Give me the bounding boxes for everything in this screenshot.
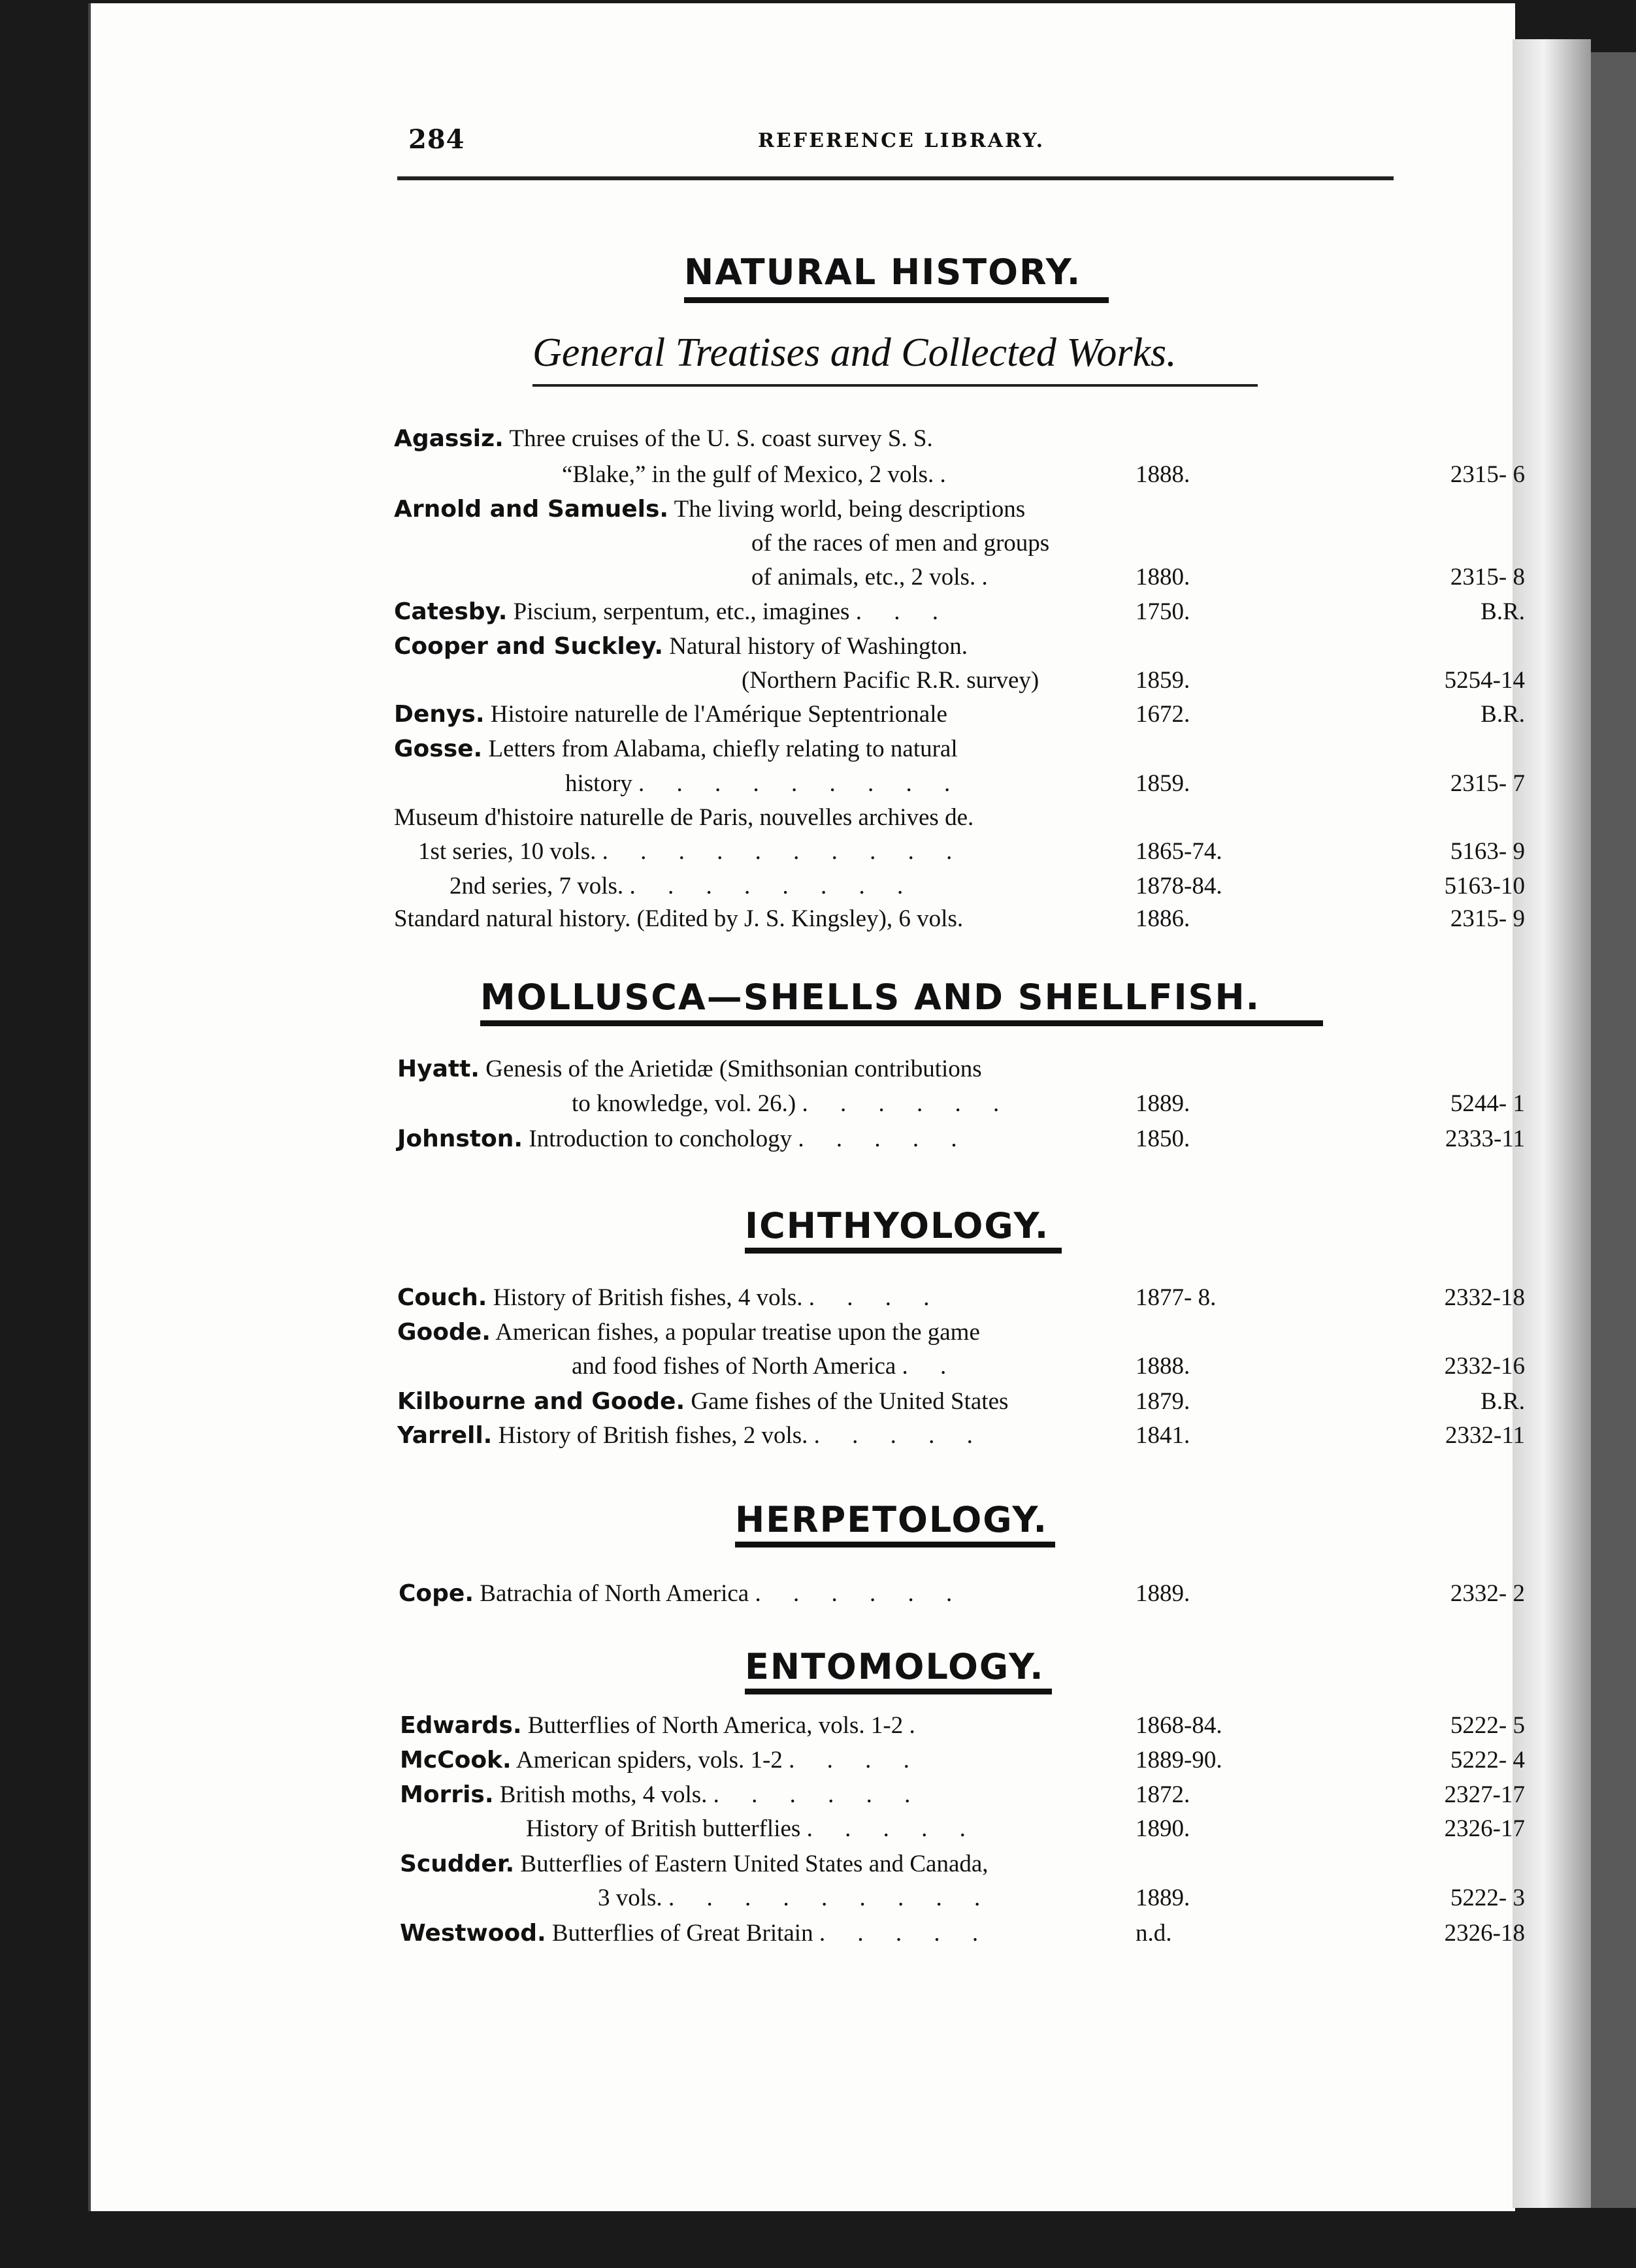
entry-author: Kilbourne and Goode. xyxy=(397,1388,685,1415)
leader-dots: . . . . . xyxy=(819,1920,992,1947)
entry-line xyxy=(394,425,933,453)
entry-line xyxy=(751,563,1001,591)
entry-author: Goode. xyxy=(397,1319,491,1346)
entry-title: to knowledge, vol. 26.) xyxy=(572,1090,796,1117)
entry-title: Histoire naturelle de l'Amérique Septentrionale xyxy=(490,701,947,728)
entry-title: American fishes, a popular treatise upon the game xyxy=(495,1319,980,1346)
entry-line xyxy=(397,1284,943,1312)
entry-title: Museum d'histoire naturelle de Paris, nouvelles archives de. xyxy=(394,804,974,831)
entry-call-number: 2332-11 xyxy=(1445,1422,1525,1449)
entry-year: 1888. xyxy=(1136,461,1190,488)
section-title-natural-history: NATURAL HISTORY. xyxy=(684,251,1082,293)
page-edge-shadow xyxy=(1513,39,1591,2208)
leader-dots: . . . . . . . . . xyxy=(668,1885,994,1911)
leader-dots: . . xyxy=(902,1353,960,1380)
entry-call-number: 5163-10 xyxy=(1444,873,1525,899)
leader-dots: . . . . . xyxy=(813,1422,986,1449)
entry-line xyxy=(394,700,947,728)
entry-author: Morris. xyxy=(400,1781,494,1808)
entry-title: History of British fishes, 4 vols. xyxy=(493,1284,803,1311)
entry-line xyxy=(394,632,968,660)
entry-line xyxy=(394,803,973,832)
header-rule xyxy=(397,176,1394,180)
entry-year: 1889-90. xyxy=(1136,1747,1222,1774)
entry-line xyxy=(394,495,1025,523)
entry-call-number: 5222- 3 xyxy=(1450,1885,1525,1911)
entry-line xyxy=(751,529,1049,557)
entry-author: Johnston. xyxy=(397,1126,523,1152)
entry-title: (Northern Pacific R.R. survey) xyxy=(742,667,1039,694)
entry-title: Butterflies of North America, vols. 1-2 xyxy=(527,1712,904,1739)
entry-title: Piscium, serpentum, etc., imagines xyxy=(513,598,850,625)
entry-title: The living world, being descriptions xyxy=(674,496,1026,523)
entry-title: Batrachia of North America xyxy=(480,1580,749,1607)
entry-year: 1889. xyxy=(1136,1090,1190,1117)
entry-call-number: B.R. xyxy=(1481,598,1525,625)
entry-year: 1859. xyxy=(1136,667,1190,694)
entry-line xyxy=(394,598,951,626)
entry-title: Genesis of the Arietidæ (Smithsonian contributions xyxy=(485,1056,982,1082)
entry-call-number: 2315- 9 xyxy=(1450,905,1525,932)
entry-line xyxy=(397,1055,982,1083)
leader-dots: . . . . . . xyxy=(755,1580,966,1607)
section-title-ichthyology: ICHTHYOLOGY. xyxy=(745,1205,1050,1246)
entry-author: Arnold and Samuels. xyxy=(394,496,669,523)
entry-call-number: 2315- 7 xyxy=(1450,770,1525,797)
entry-author: Cope. xyxy=(399,1580,474,1607)
section-title-entomology: ENTOMOLOGY. xyxy=(745,1646,1045,1687)
entry-line xyxy=(598,1884,993,1912)
entry-line xyxy=(450,872,916,900)
page-number: 284 xyxy=(408,124,465,155)
entry-year: 1750. xyxy=(1136,598,1190,625)
entry-title: of the races of men and groups xyxy=(751,530,1050,557)
entry-author: Denys. xyxy=(394,701,485,728)
entry-author: Agassiz. xyxy=(394,425,504,452)
leader-dots: . xyxy=(909,1712,928,1739)
section-rule xyxy=(480,1020,1323,1026)
entry-call-number: 2332-16 xyxy=(1444,1353,1525,1380)
entry-year: 1889. xyxy=(1136,1580,1190,1607)
entry-year: 1890. xyxy=(1136,1815,1190,1842)
entry-call-number: 5254-14 xyxy=(1444,667,1525,694)
entry-title: Letters from Alabama, chiefly relating to natural xyxy=(488,736,958,762)
entry-year: 1877- 8. xyxy=(1136,1284,1217,1311)
entry-call-number: 2332-18 xyxy=(1444,1284,1525,1311)
entry-year: 1888. xyxy=(1136,1353,1190,1380)
entry-line xyxy=(742,666,1039,694)
entry-call-number: 2333-11 xyxy=(1445,1126,1525,1152)
entry-line xyxy=(397,1125,970,1153)
running-title: REFERENCE LIBRARY. xyxy=(758,129,1045,152)
entry-line xyxy=(562,461,959,489)
entry-line xyxy=(526,1815,979,1843)
entry-call-number: 5222- 5 xyxy=(1450,1712,1525,1739)
book-edge xyxy=(1591,52,1636,2208)
entry-title: of animals, etc., 2 vols. xyxy=(751,564,976,591)
section-title-herpetology: HERPETOLOGY. xyxy=(735,1499,1049,1540)
entry-title: Butterflies of Eastern United States and Canada, xyxy=(520,1851,989,1877)
entry-year: 1841. xyxy=(1136,1422,1190,1449)
entry-call-number: B.R. xyxy=(1481,1388,1525,1415)
entry-title: British moths, 4 vols. xyxy=(499,1781,708,1808)
entry-call-number: 5163- 9 xyxy=(1450,838,1525,865)
entry-author: Catesby. xyxy=(394,598,508,625)
entry-line xyxy=(400,1919,991,1947)
entry-year: 1868-84. xyxy=(1136,1712,1222,1739)
entry-title: Introduction to conchology xyxy=(529,1126,793,1152)
entry-title: 2nd series, 7 vols. xyxy=(450,873,624,899)
entry-title: History of British fishes, 2 vols. xyxy=(498,1422,808,1449)
leader-dots: . xyxy=(981,564,1001,591)
entry-title: “Blake,” in the gulf of Mexico, 2 vols. xyxy=(562,461,934,488)
entry-line xyxy=(394,735,958,763)
entry-call-number: B.R. xyxy=(1481,701,1525,728)
entry-author: Yarrell. xyxy=(397,1422,493,1449)
entry-year: 1672. xyxy=(1136,701,1190,728)
entry-line xyxy=(397,1421,986,1450)
leader-dots: . . . . . xyxy=(798,1126,970,1152)
entry-line xyxy=(400,1781,923,1809)
entry-line xyxy=(399,1580,965,1608)
entry-line xyxy=(394,905,963,933)
entry-author: Westwood. xyxy=(400,1920,546,1947)
leader-dots: . . . . xyxy=(808,1284,943,1311)
entry-year: 1865-74. xyxy=(1136,838,1222,865)
entry-author: Gosse. xyxy=(394,736,483,762)
entry-title: Butterflies of Great Britain xyxy=(551,1920,813,1947)
entry-author: Scudder. xyxy=(400,1851,515,1877)
entry-title: American spiders, vols. 1-2 xyxy=(515,1747,783,1774)
leader-dots: . xyxy=(940,461,959,488)
entry-title: 1st series, 10 vols. xyxy=(418,838,597,865)
section-subtitle: General Treatises and Collected Works. xyxy=(532,331,1177,375)
entry-author: Cooper and Suckley. xyxy=(394,633,664,660)
entry-call-number: 2332- 2 xyxy=(1450,1580,1525,1607)
entry-line xyxy=(397,1387,1008,1416)
entry-call-number: 2315- 6 xyxy=(1450,461,1525,488)
entry-line xyxy=(400,1850,989,1878)
entry-year: 1872. xyxy=(1136,1781,1190,1808)
leader-dots: . . . . xyxy=(789,1747,923,1774)
leader-dots: . . . . . . . . . . xyxy=(602,838,966,865)
entry-call-number: 2326-18 xyxy=(1444,1920,1525,1947)
entry-line xyxy=(418,837,965,866)
entry-author: McCook. xyxy=(400,1747,512,1774)
entry-call-number: 2315- 8 xyxy=(1450,564,1525,591)
entry-call-number: 5222- 4 xyxy=(1450,1747,1525,1774)
entry-title: and food fishes of North America xyxy=(572,1353,896,1380)
section-rule xyxy=(745,1248,1062,1254)
section-rule xyxy=(745,1689,1052,1694)
entry-call-number: 2326-17 xyxy=(1444,1815,1525,1842)
entry-title: Game fishes of the United States xyxy=(691,1388,1009,1415)
leader-dots: . . . . . . xyxy=(713,1781,924,1808)
entry-year: 1878-84. xyxy=(1136,873,1222,899)
entry-title: Standard natural history. (Edited by J. S. Kingsley), 6 vols. xyxy=(394,905,964,932)
entry-title: 3 vols. xyxy=(598,1885,663,1911)
entry-year: 1889. xyxy=(1136,1885,1190,1911)
leader-dots: . . . . . . . . . xyxy=(638,770,964,797)
leader-dots: . . . . . . . . xyxy=(629,873,917,899)
section-rule xyxy=(684,297,1109,303)
entry-line xyxy=(572,1090,1012,1118)
entry-year: 1859. xyxy=(1136,770,1190,797)
entry-author: Edwards. xyxy=(400,1712,522,1739)
entry-year: 1886. xyxy=(1136,905,1190,932)
leader-dots: . . . . . . xyxy=(802,1090,1013,1117)
entry-line xyxy=(565,770,963,798)
entry-call-number: 2327-17 xyxy=(1444,1781,1525,1808)
entry-year: 1880. xyxy=(1136,564,1190,591)
entry-title: Three cruises of the U. S. coast survey S. S. xyxy=(509,425,933,452)
entry-year: 1879. xyxy=(1136,1388,1190,1415)
entry-author: Hyatt. xyxy=(397,1056,480,1082)
entry-title: History of British butterflies xyxy=(526,1815,801,1842)
section-title-mollusca: MOLLUSCA—SHELLS AND SHELLFISH. xyxy=(480,977,1261,1018)
entry-line xyxy=(400,1711,928,1740)
entry-year: 1850. xyxy=(1136,1126,1190,1152)
entry-title: history xyxy=(565,770,632,797)
subtitle-rule xyxy=(532,384,1258,387)
entry-title: Natural history of Washington. xyxy=(669,633,968,660)
section-rule xyxy=(735,1542,1055,1547)
leader-dots: . . . xyxy=(855,598,951,625)
entry-author: Couch. xyxy=(397,1284,487,1311)
entry-call-number: 5244- 1 xyxy=(1450,1090,1525,1117)
leader-dots: . . . . . xyxy=(806,1815,979,1842)
entry-year: n.d. xyxy=(1136,1920,1172,1947)
entry-line xyxy=(572,1352,959,1380)
entry-line xyxy=(400,1746,923,1774)
entry-line xyxy=(397,1318,980,1346)
